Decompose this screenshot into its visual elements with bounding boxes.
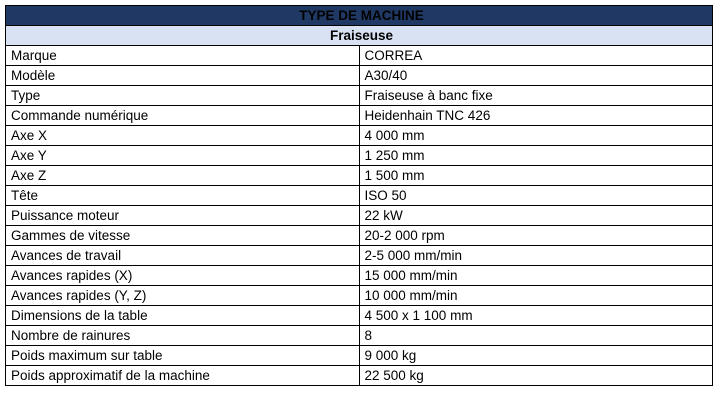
spec-value: A30/40 [359, 66, 713, 86]
table-row [6, 66, 713, 86]
spec-label: Modèle [6, 66, 360, 86]
spec-label: Avances rapides (Y, Z) [6, 286, 360, 306]
table-row [6, 306, 713, 326]
table-row [6, 86, 713, 106]
spec-label: Axe Y [6, 146, 360, 166]
spec-label: Poids approximatif de la machine [6, 366, 360, 386]
spec-value: Heidenhain TNC 426 [359, 106, 713, 126]
spec-value: CORREA [359, 46, 713, 66]
spec-label: Dimensions de la table [6, 306, 360, 326]
machine-spec-table [5, 5, 713, 386]
table-row [6, 246, 713, 266]
spec-label: Type [6, 86, 360, 106]
table-subtitle: Fraiseuse [6, 26, 713, 46]
table-row [6, 366, 713, 386]
spec-label: Tête [6, 186, 360, 206]
title-row [6, 6, 713, 26]
spec-label: Poids maximum sur table [6, 346, 360, 366]
spec-sheet [5, 5, 713, 386]
spec-rows [6, 46, 713, 386]
table-row [6, 286, 713, 306]
spec-label: Puissance moteur [6, 206, 360, 226]
spec-value: 1 250 mm [359, 146, 713, 166]
table-row [6, 326, 713, 346]
spec-value: 15 000 mm/min [359, 266, 713, 286]
table-row [6, 46, 713, 66]
table-row [6, 226, 713, 246]
spec-value: 20-2 000 rpm [359, 226, 713, 246]
spec-value: 1 500 mm [359, 166, 713, 186]
table-title: TYPE DE MACHINE [6, 6, 713, 26]
subtitle-row [6, 26, 713, 46]
spec-value: 9 000 kg [359, 346, 713, 366]
table-row [6, 346, 713, 366]
spec-value: 22 500 kg [359, 366, 713, 386]
spec-value: Fraiseuse à banc fixe [359, 86, 713, 106]
spec-value: 22 kW [359, 206, 713, 226]
table-row [6, 106, 713, 126]
spec-label: Nombre de rainures [6, 326, 360, 346]
spec-value: 4 500 x 1 100 mm [359, 306, 713, 326]
spec-value: 2-5 000 mm/min [359, 246, 713, 266]
table-row [6, 266, 713, 286]
spec-value: 10 000 mm/min [359, 286, 713, 306]
spec-label: Commande numérique [6, 106, 360, 126]
spec-label: Avances de travail [6, 246, 360, 266]
spec-label: Axe Z [6, 166, 360, 186]
spec-label: Marque [6, 46, 360, 66]
table-row [6, 166, 713, 186]
spec-value: 4 000 mm [359, 126, 713, 146]
table-row [6, 186, 713, 206]
table-row [6, 146, 713, 166]
table-row [6, 126, 713, 146]
table-row [6, 206, 713, 226]
spec-label: Axe X [6, 126, 360, 146]
spec-value: ISO 50 [359, 186, 713, 206]
spec-value: 8 [359, 326, 713, 346]
spec-label: Gammes de vitesse [6, 226, 360, 246]
spec-label: Avances rapides (X) [6, 266, 360, 286]
